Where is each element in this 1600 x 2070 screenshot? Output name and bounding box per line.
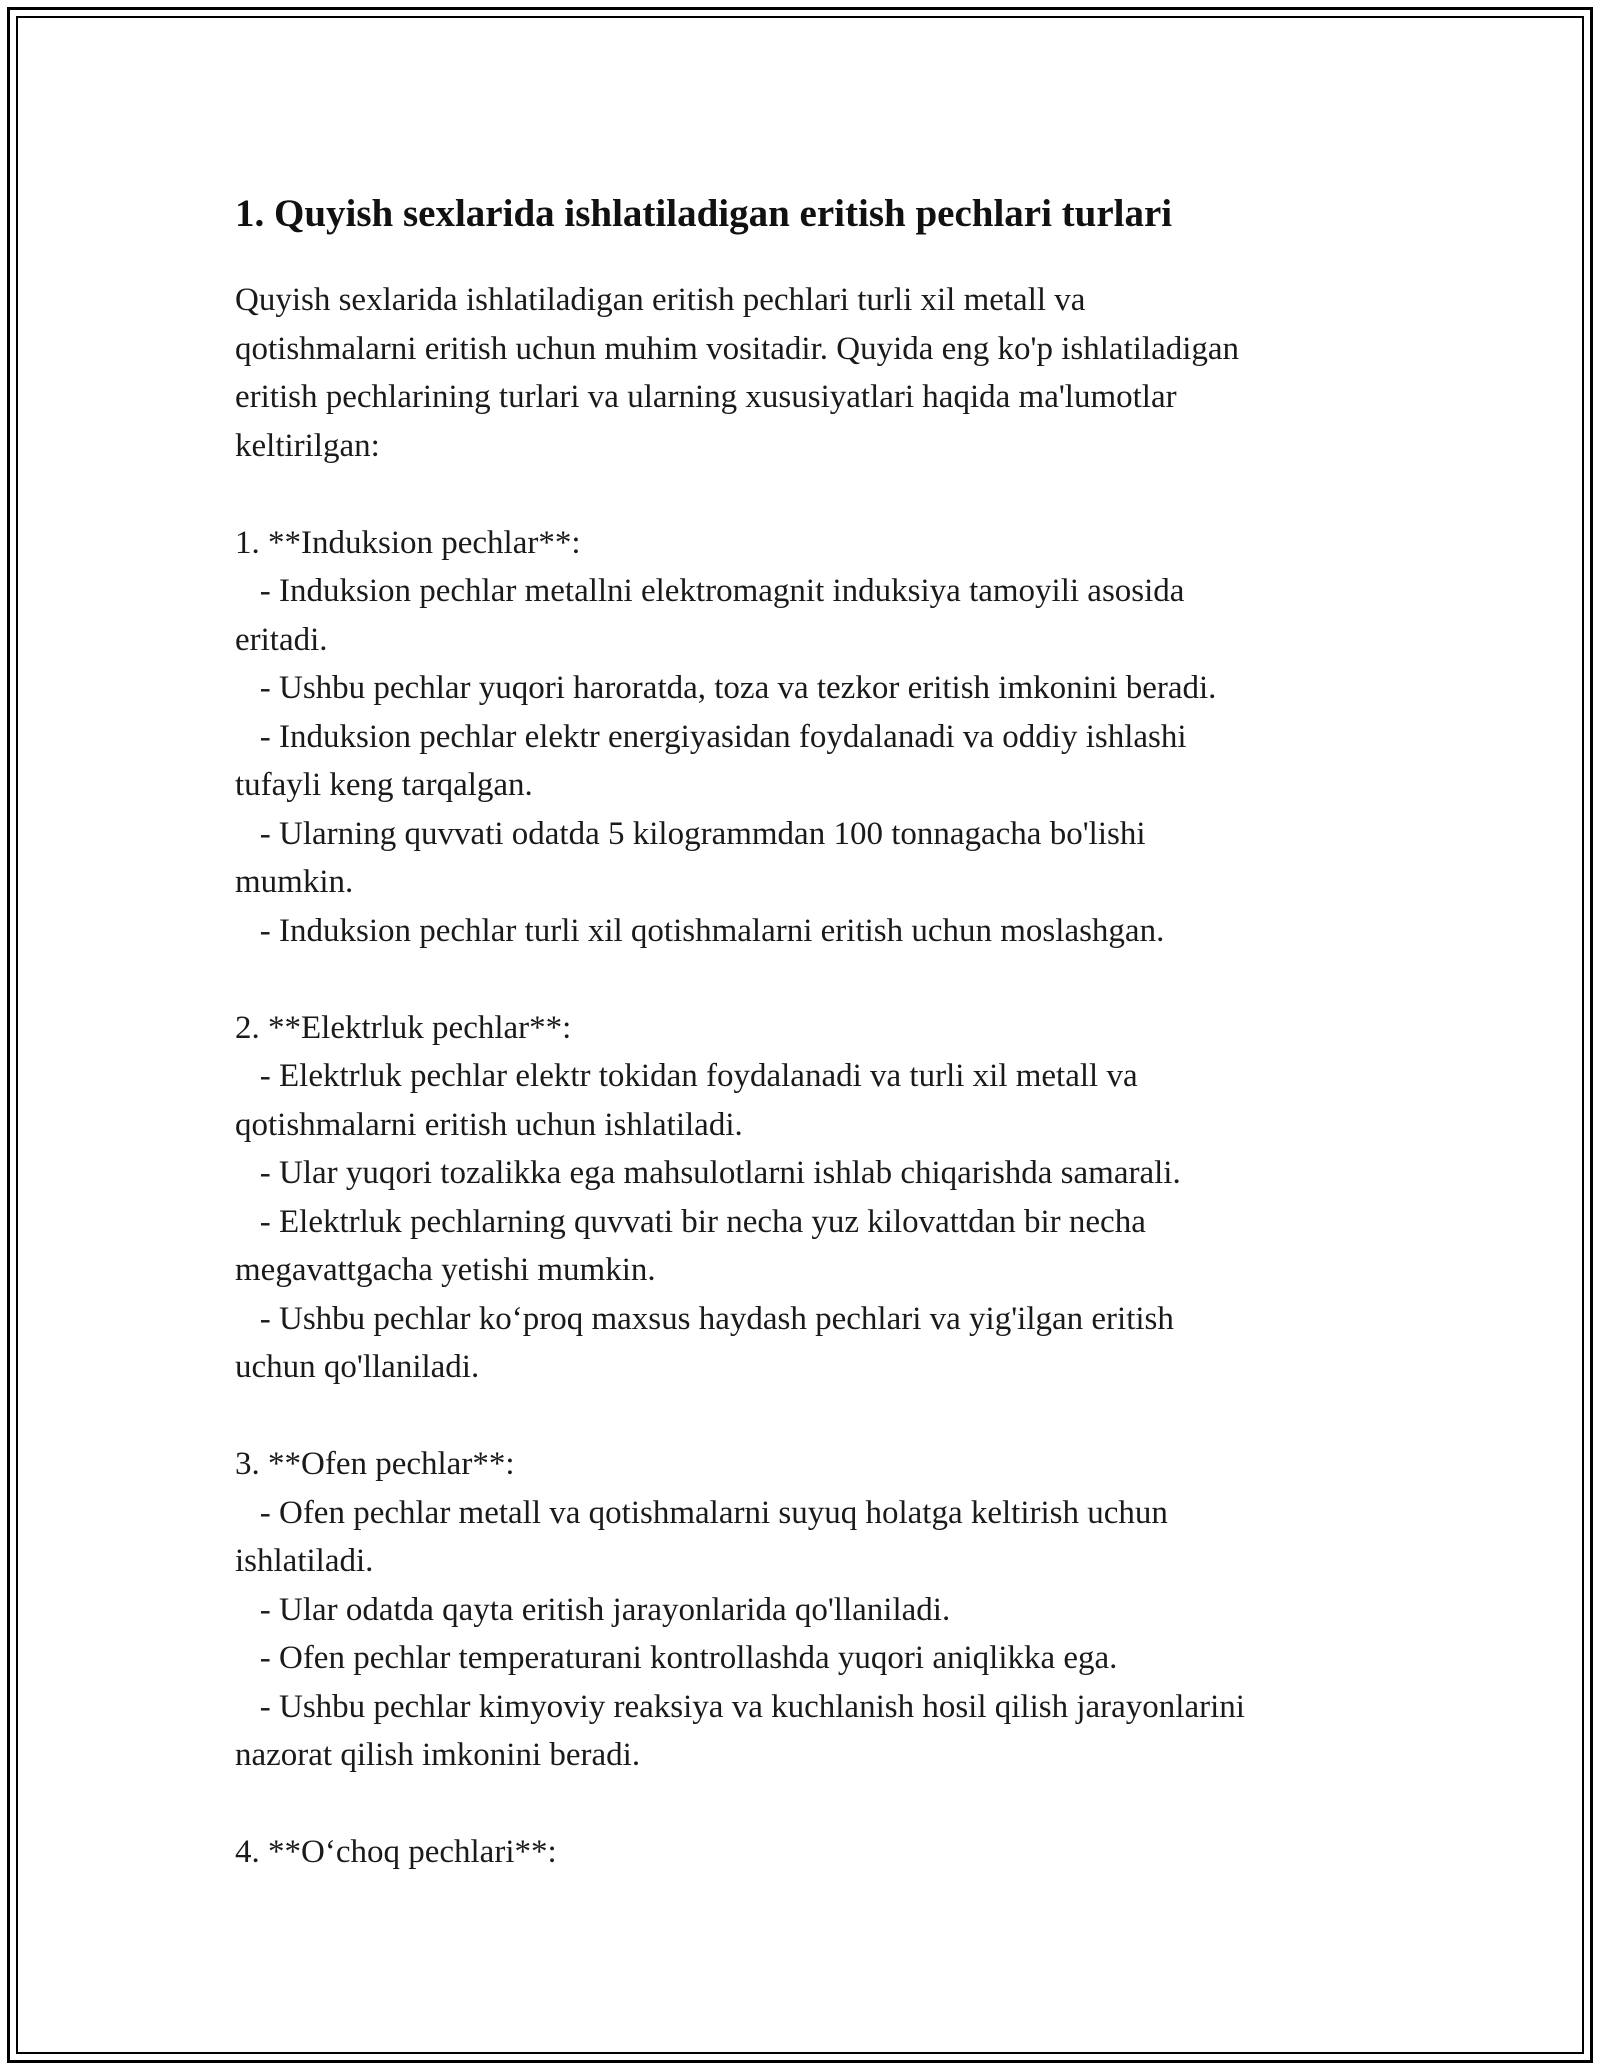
text-line: ishlatiladi. [235, 1543, 374, 1579]
text-line: uchun qo'llaniladi. [235, 1349, 480, 1385]
text-line: keltirilgan: [235, 427, 380, 464]
section-heading: 1. Quyish sexlarida ishlatiladigan eritish pechlari turlari [235, 192, 1173, 235]
blank-line [235, 955, 1385, 1004]
text-line: nazorat qilish imkonini beradi. [235, 1737, 641, 1773]
text-line: - Induksion pechlar metallni elektromagnit induksiya tamoyili asosida [235, 573, 1185, 609]
text-line: - Induksion pechlar elektr energiyasidan foydalanadi va oddiy ishlashi [235, 718, 1187, 755]
text-line: - Ular odatda qayta eritish jarayonlarida qo'llaniladi. [235, 1591, 951, 1628]
text-line: 2. **Elektrluk pechlar**: [235, 1009, 572, 1046]
text-line: Quyish sexlarida ishlatiladigan eritish pechlari turli xil metall va [235, 282, 1086, 318]
text-line: - Ushbu pechlar ko‘proq maxsus haydash pechlari va yig'ilgan eritish [235, 1300, 1174, 1337]
text-line: - Ushbu pechlar kimyoviy reaksiya va kuchlanish hosil qilish jarayonlarini [235, 1688, 1245, 1725]
text-line: tufayli keng tarqalgan. [235, 767, 533, 803]
text-line: eritadi. [235, 621, 328, 658]
text-line: qotishmalarni eritish uchun muhim vositadir. Quyida eng ko'p ishlatiladigan [235, 330, 1240, 367]
text-line: - Ularning quvvati odatda 5 kilogrammdan 100 tonnagacha bo'lishi [235, 815, 1146, 852]
text-line: 3. **Ofen pechlar**: [235, 1446, 515, 1482]
blank-line [235, 1392, 1385, 1441]
text-line: qotishmalarni eritish uchun ishlatiladi. [235, 1106, 743, 1143]
text-line: mumkin. [235, 864, 354, 900]
text-line: eritish pechlarining turlari va ularning xususiyatlari haqida ma'lumotlar [235, 379, 1177, 415]
document-body [235, 186, 1385, 1877]
text-line: - Elektrluk pechlarning quvvati bir necha yuz kilovattdan bir necha [235, 1203, 1146, 1240]
text-line: megavattgacha yetishi mumkin. [235, 1252, 656, 1288]
text-line: - Induksion pechlar turli xil qotishmalarni eritish uchun moslashgan. [235, 912, 1165, 949]
document-text [235, 276, 1385, 1877]
text-line: 1. **Induksion pechlar**: [235, 524, 581, 561]
text-line: - Ofen pechlar metall va qotishmalarni suyuq holatga keltirish uchun [235, 1494, 1168, 1531]
text-line: - Ular yuqori tozalikka ega mahsulotlarni ishlab chiqarishda samarali. [235, 1155, 1181, 1191]
text-line: - Ofen pechlar temperaturani kontrollashda yuqori aniqlikka ega. [235, 1640, 1118, 1676]
blank-line [235, 1780, 1385, 1829]
text-line: 4. **O‘choq pechlari**: [235, 1834, 557, 1870]
blank-line [235, 470, 1385, 519]
text-line: - Elektrluk pechlar elektr tokidan foydalanadi va turli xil metall va [235, 1058, 1138, 1094]
text-line: - Ushbu pechlar yuqori haroratda, toza va tezkor eritish imkonini beradi. [235, 670, 1217, 706]
